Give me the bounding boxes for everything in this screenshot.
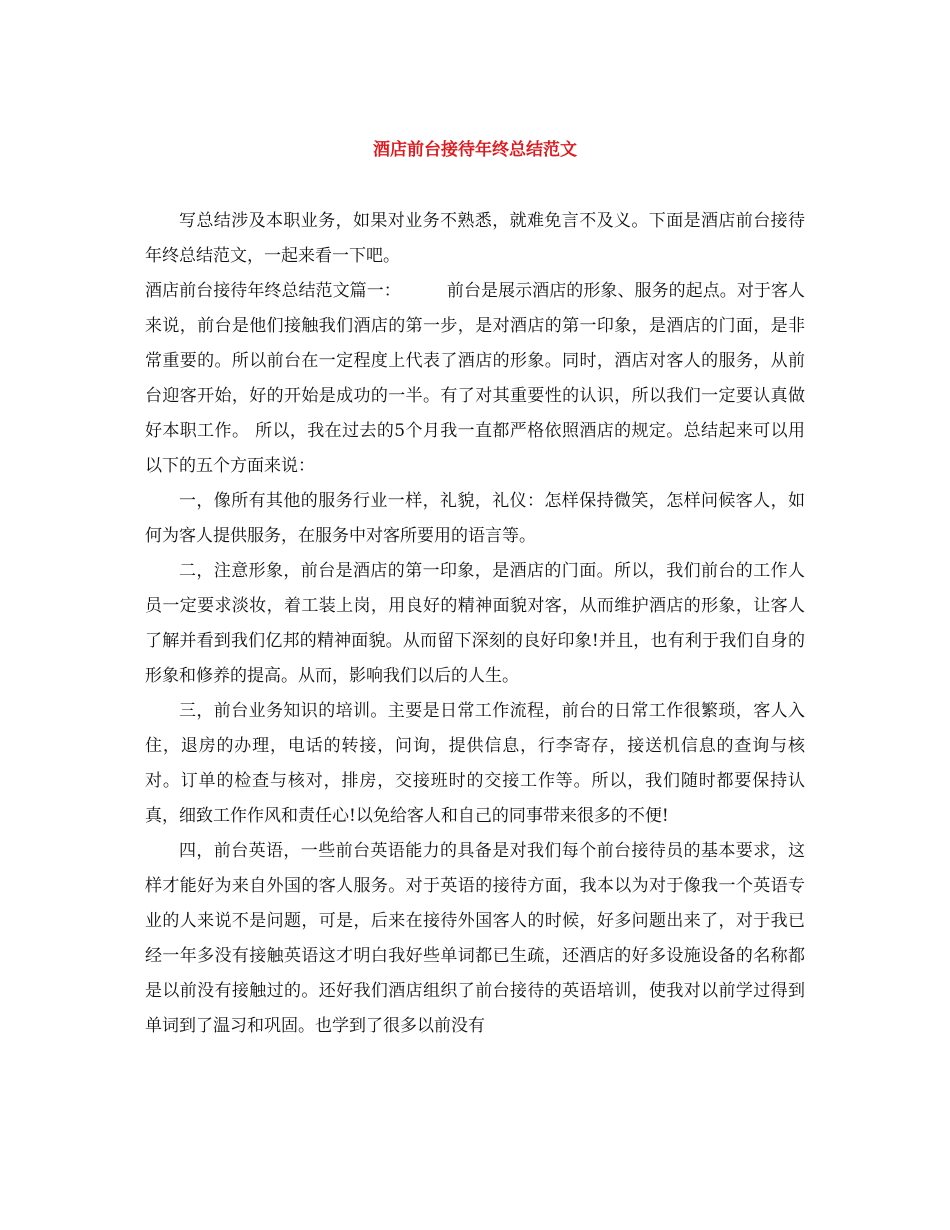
paragraph-point-four: 四，前台英语，一些前台英语能力的具备是对我们每个前台接待员的基本要求，这样才能好为来自外国的客人服务。对于英语的接待方面，我本以为对于像我一个英语专业的人来说不是问题，可是，后来在接待外国客人的时候，好多问题出来了，对于我已经一年多没有接触英语这才明白我好些单词都已生疏，还酒店的好多设施设备的名称都是以前没有接触过的。还好我们酒店组织了前台接待的英语培训，使我对以前学过得到单词到了温习和巩固。也学到了很多以前没有 xyxy=(145,841,805,1036)
paragraph-point-three: 三，前台业务知识的培训。主要是日常工作流程，前台的日常工作很繁琐，客人入住，退房的办理，电话的转接，问询，提供信息，行李寄存，接送机信息的查询与核对。订单的检查与核对，排房，交接班时的交接工作等。所以，我们随时都要保持认真，细致工作作风和责任心!以免给客人和自己的同事带来很多的不便! xyxy=(145,701,805,826)
paragraph-section-one xyxy=(145,274,805,484)
document-body xyxy=(145,204,805,1044)
paragraph-point-one: 一，像所有其他的服务行业一样，礼貌，礼仪：怎样保持微笑，怎样问候客人，如何为客人提供服务，在服务中对客所要用的语言等。 xyxy=(145,491,805,546)
paragraph-point-two: 二，注意形象，前台是酒店的第一印象，是酒店的门面。所以，我们前台的工作人员一定要求淡妆，着工装上岗，用良好的精神面貌对客，从而维护酒店的形象，让客人了解并看到我们亿邦的精神面貌。从而留下深刻的良好印象!并且，也有利于我们自身的形象和修养的提高。从而，影响我们以后的人生。 xyxy=(145,561,805,686)
document-title: 酒店前台接待年终总结范文 xyxy=(373,140,577,160)
section-heading: 酒店前台接待年终总结范文篇一： xyxy=(145,281,401,301)
paragraph-intro: 写总结涉及本职业务，如果对业务不熟悉，就难免言不及义。下面是酒店前台接待年终总结范文，一起来看一下吧。 xyxy=(145,211,805,266)
section-one-text: 前台是展示酒店的形象、服务的起点。对于客人来说，前台是他们接触我们酒店的第一步，是对酒店的第一印象，是酒店的门面，是非常重要的。所以前台在一定程度上代表了酒店的形象。同时，酒店对客人的服务，从前台迎客开始，好的开始是成功的一半。有了对其重要性的认识，所以我们一定要认真做好本职工作。 所以，我在过去的5个月我一直都严格依照酒店的规定。总结起来可以用以下的五个方面来说： xyxy=(145,281,806,476)
